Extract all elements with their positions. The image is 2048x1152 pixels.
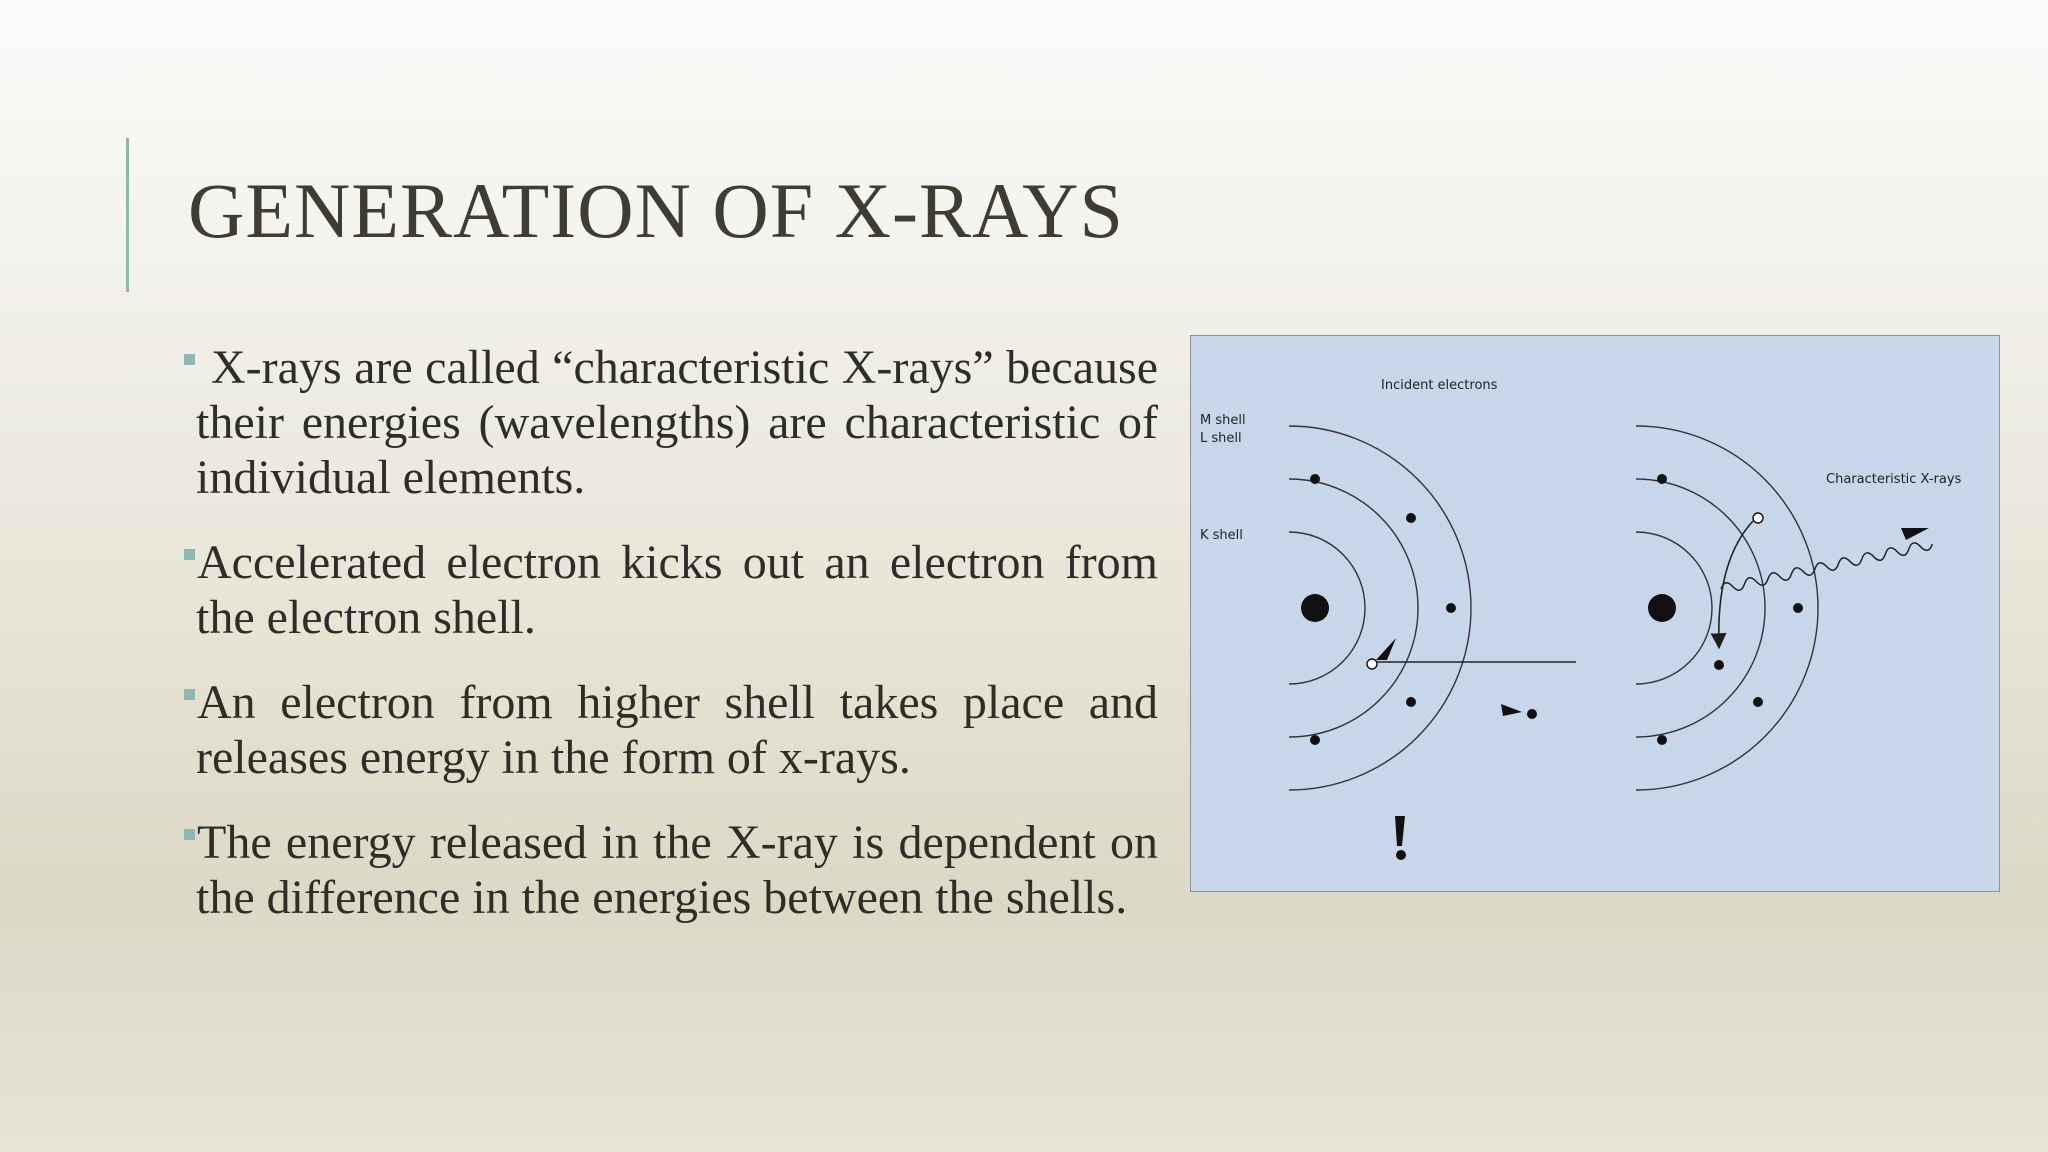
bullet-item — [184, 675, 1158, 785]
bullet-text: The energy released in the X-ray is dependent on the difference in the energies between the shells. — [196, 816, 1158, 924]
right-electrons — [1657, 474, 1803, 745]
ejected-electron-marker — [1395, 816, 1405, 846]
slide-title: GENERATION OF X-RAYS — [188, 167, 1124, 254]
ejected-electron — [1396, 850, 1406, 860]
incident-electrons-label: Incident electrons — [1381, 378, 1498, 393]
scattered-electron — [1527, 709, 1537, 719]
bullet-square-icon — [184, 689, 195, 700]
xray-arrowhead — [1901, 528, 1929, 540]
bullet-square-icon — [184, 829, 195, 840]
l-shell-label: L shell — [1200, 431, 1242, 446]
ejected-electron-arrow — [1376, 638, 1396, 660]
k-shell-label: K shell — [1200, 528, 1243, 543]
bullet-square-icon — [184, 549, 195, 560]
bullet-square-icon — [184, 354, 195, 365]
xray-generation-diagram — [1190, 335, 2000, 892]
bullet-list — [184, 340, 1158, 955]
atom-shells-illustration — [1191, 336, 2001, 893]
left-electrons — [1310, 474, 1456, 745]
bullet-text: X-rays are called “characteristic X-rays” because their energies (wavelengths) are characteristic of individual elements. — [196, 341, 1158, 504]
title-accent-bar — [126, 138, 129, 292]
scattered-electron-arrow — [1501, 704, 1522, 716]
bullet-item — [184, 340, 1158, 505]
left-nucleus — [1301, 594, 1329, 622]
right-nucleus — [1648, 594, 1676, 622]
bullet-item — [184, 815, 1158, 925]
bullet-text: An electron from higher shell takes place and releases energy in the form of x-rays. — [196, 676, 1158, 784]
k-shell-vacancy — [1367, 659, 1377, 669]
xray-wave — [1720, 539, 1933, 594]
characteristic-xrays-label: Characteristic X-rays — [1826, 472, 1962, 487]
l-shell-vacancy — [1753, 513, 1763, 523]
bullet-item — [184, 535, 1158, 645]
m-shell-label: M shell — [1200, 413, 1246, 428]
bullet-text: Accelerated electron kicks out an electron from the electron shell. — [196, 536, 1158, 644]
